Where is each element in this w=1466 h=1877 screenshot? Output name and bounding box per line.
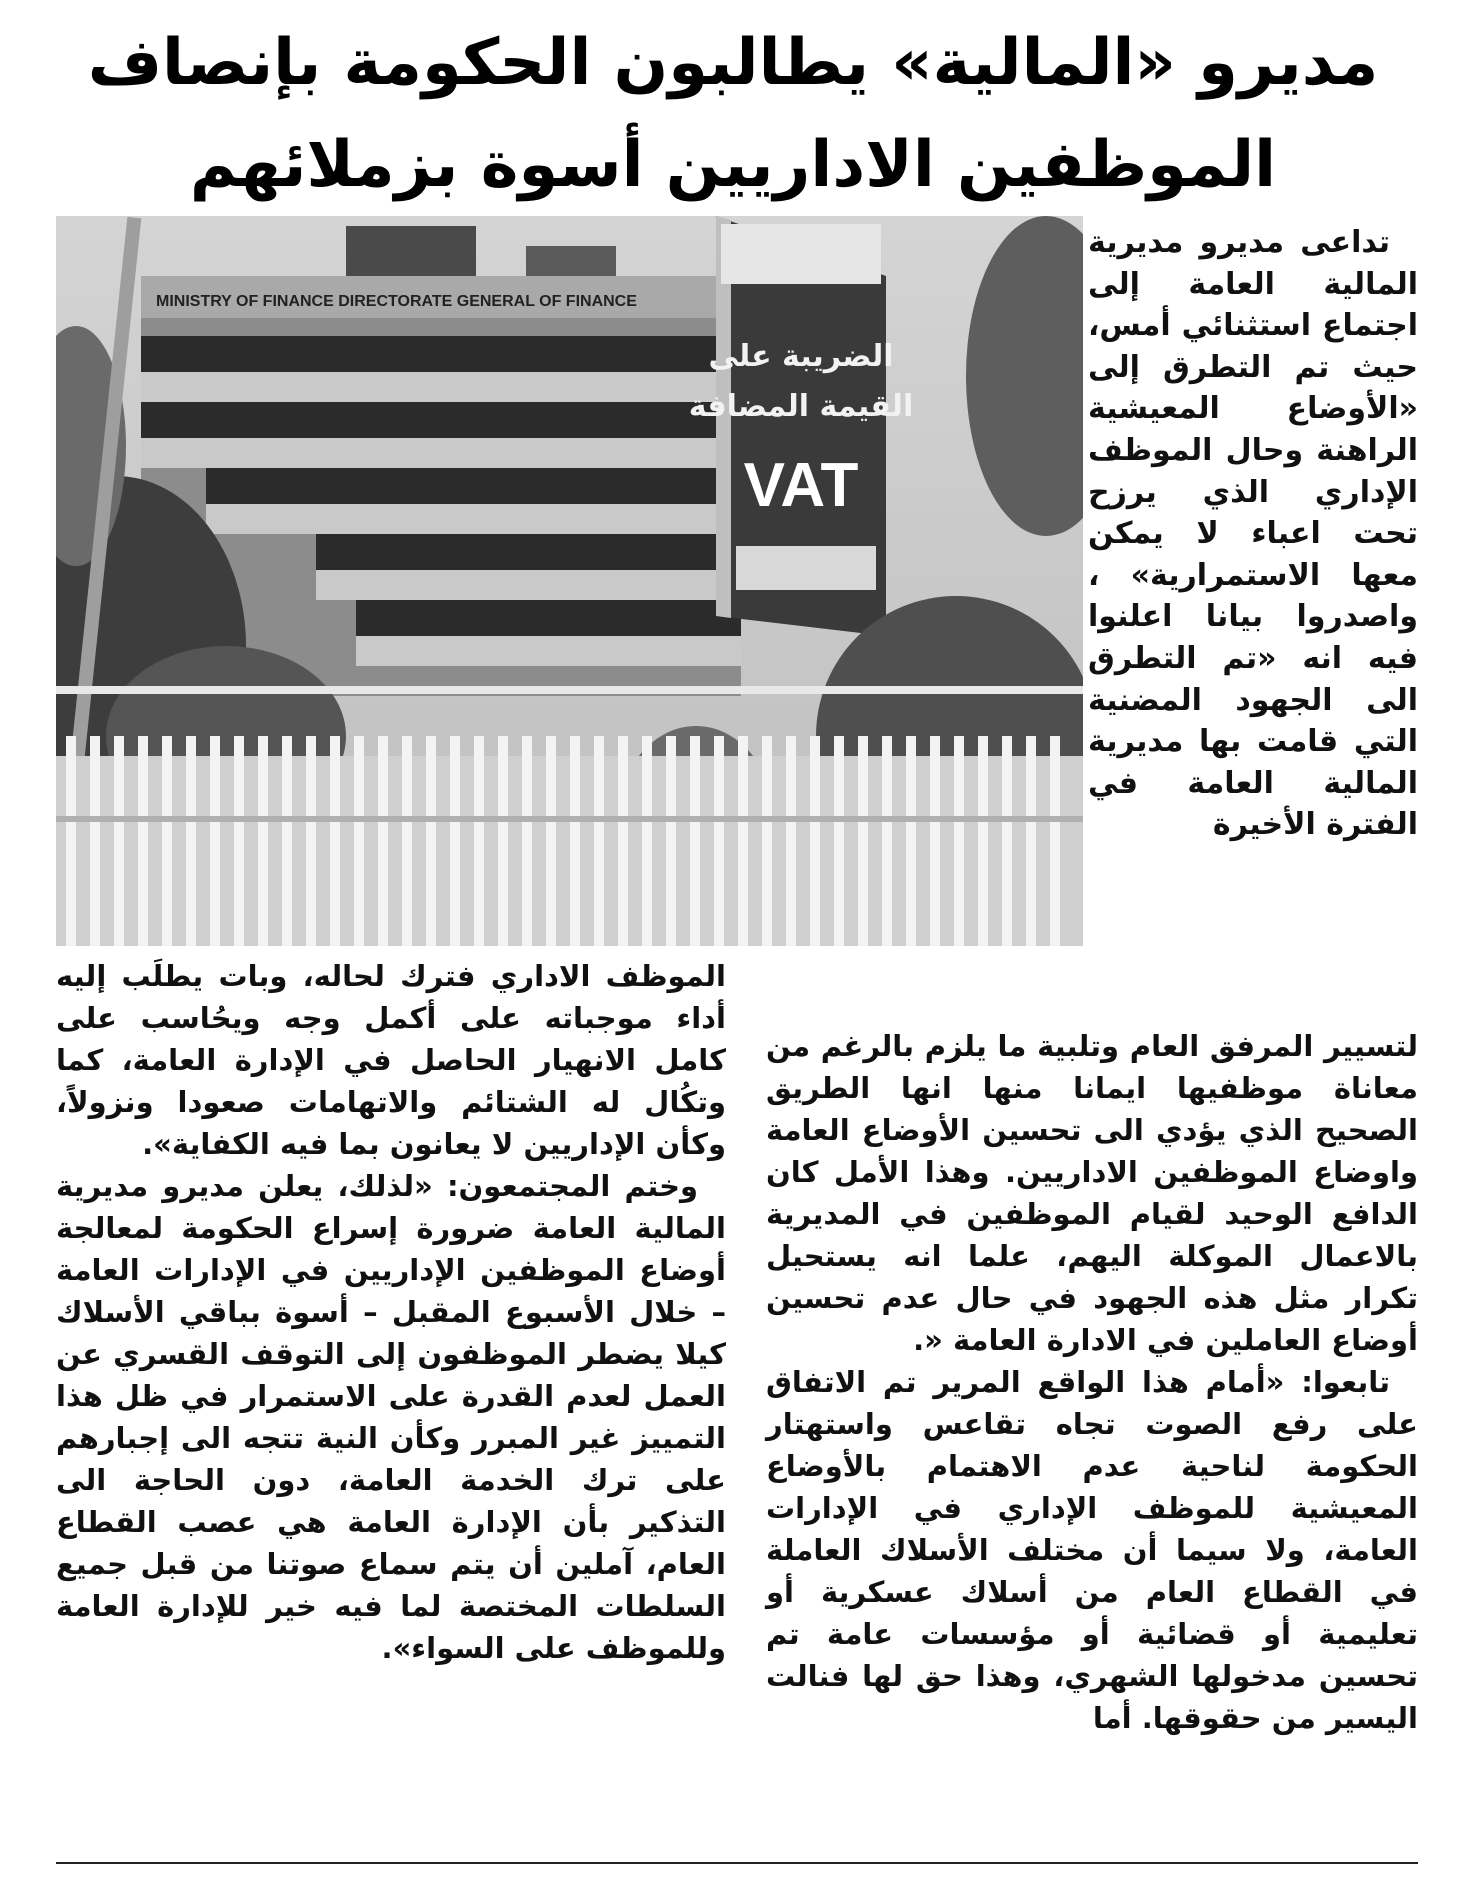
article-paragraph: لتسيير المرفق العام وتلبية ما يلزم بالرغم من معاناة موظفيها ايمانا منها انها الطريق الصحيح الذي يؤدي الى تحسين الأوضاع العامة واوضاع الموظفين الاداريين. وهذا الأمل كان الدافع الوحيد لقيام الموظفين في المديرية بالاعمال الموكلة اليهم، علما انه يستحيل تكرار مثل هذه الجهود في حال عدم تحسين أوضاع العاملين في الادارة العامة «.: [766, 1029, 1418, 1357]
ministry-building-illustration: [56, 216, 1083, 946]
article-paragraph: تابعوا: «أمام هذا الواقع المرير تم الاتفاق على رفع الصوت تجاه تقاعس واستهتار الحكومة لناحية عدم الاهتمام بالأوضاع المعيشية للموظف الإداري في الإدارات العامة، ولا سيما أن مختلف الأسلاك العاملة في القطاع العام من أسلاك عسكرية أو تعليمية أو قضائية أو مؤسسات عامة تم تحسين مدخولها الشهري، وهذا حق لها فنالت اليسير من حقوقها. أما: [766, 1365, 1418, 1735]
headline-line-2: الموظفين الاداريين أسوة بزملائهم: [189, 128, 1277, 202]
bottom-rule: [56, 1862, 1418, 1864]
article-photo: [56, 216, 1083, 946]
billboard-vat: VAT: [743, 451, 859, 520]
article-column-left: [56, 955, 726, 1669]
headline-line-1: مديرو «المالية» يطالبون الحكومة بإنصاف: [87, 26, 1379, 100]
billboard-line-1: الضريبة على: [708, 339, 894, 374]
article-paragraph: وختم المجتمعون: «لذلك، يعلن مديرو مديرية المالية العامة ضرورة إسراع الحكومة لمعالجة أوضاع الموظفين الإداريين في الإدارات العامة – خلال الأسبوع المقبل – أسوة بباقي الأسلاك كيلا يضطر الموظفون إلى التوقف القسري عن العمل لعدم القدرة على الاستمرار في ظل هذا التمييز غير المبرر وكأن النية تتجه الى إجبارهم على ترك الخدمة العامة، دون الحاجة الى التذكير بأن الإدارة العامة هي عصب القطاع العام، آملين أن يتم سماع صوتنا من قبل جميع السلطات المختصة لما فيه خير للإدارة العامة وللموظف على السواء».: [56, 1169, 726, 1665]
article-paragraph: تداعى مديرو مديرية المالية العامة إلى اجتماع استثنائي أمس، حيث تم التطرق إلى «الأوضاع المعيشية الراهنة وحال الموظف الإداري الذي يرزح تحت اعباء لا يمكن معها الاستمرارية» ، واصدروا بيانا اعلنوا فيه انه «تم التطرق الى الجهود المضنية التي قامت بها مديرية المالية العامة في الفترة الأخيرة: [1088, 225, 1418, 843]
article-column-middle: [766, 1025, 1418, 1739]
article-column-right: [1088, 222, 1418, 846]
article-paragraph: الموظف الاداري فترك لحاله، وبات يطلَب إليه أداء موجباته على أكمل وجه ويحُاسب على كامل الانهيار الحاصل في الإدارة العامة، كما وتكُال له الشتائم والاتهامات صعودا ونزولاً، وكأن الإداريين لا يعانون بما فيه الكفاية».: [56, 959, 726, 1161]
billboard-line-2: القيمة المضافة: [688, 389, 914, 424]
article-headline: [60, 12, 1406, 216]
building-sign-text: MINISTRY OF FINANCE DIRECTORATE GENERAL OF FINANCE: [156, 293, 637, 310]
